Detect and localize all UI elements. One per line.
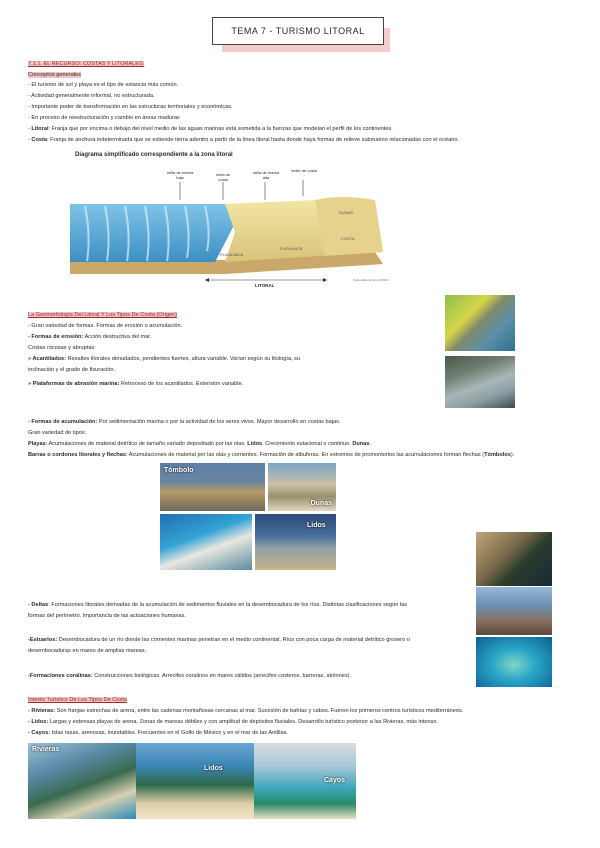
label-litoral: LITORAL bbox=[255, 283, 275, 288]
subheading: Conceptos generales bbox=[28, 72, 81, 78]
dunes-photo bbox=[268, 463, 336, 511]
erosion-line: - Formas de erosión: Acción destructiva del mar. bbox=[28, 334, 152, 340]
label-playa-baja: PLAYA BAJA bbox=[220, 252, 244, 257]
lidos-line: - Lidos: Largas y extensas playas de arena. Zonas de mareas débiles y con amplitud de depósitos fluviales. Desarrollo turístico posterior a las Rivieras, más intenso. bbox=[28, 719, 439, 725]
lido-label: Lidos bbox=[307, 522, 326, 529]
variety-types: Gran variedad de tipos: bbox=[28, 430, 87, 436]
estuaries-line-2: desembocaduras en mares de amplias mareas. bbox=[28, 648, 147, 654]
cliff-photo bbox=[445, 295, 515, 351]
page-title: TEMA 7 - TURISMO LITORAL bbox=[231, 26, 365, 36]
deltas-line-2: formas del perímetro. Importancia de las actuaciones humanas. bbox=[28, 613, 186, 619]
dunes-label: Dunas bbox=[310, 500, 332, 507]
cliffs-line-2: inclinación y el grado de fisuración. bbox=[28, 367, 116, 373]
label-costa-line: línea de costa bbox=[215, 172, 231, 182]
bullet-3: - Importante poder de transformación en las estructuras territoriales y económicas. bbox=[28, 104, 233, 110]
delta-photo bbox=[476, 532, 552, 586]
bullet-2: - Actividad generalmente informal, no estructurada. bbox=[28, 93, 155, 99]
diagram-credit: Todo sobre turismo ©2013 bbox=[353, 278, 389, 282]
tourism-heading: Interés Turístico De Los Tipos De Costa bbox=[28, 697, 127, 703]
litoral-definition: - Litoral: Franja que por encima o debajo del nivel medio de las aguas marinas está sometida a la fuerzas que modelan el perfil de los continentes. bbox=[28, 126, 393, 132]
bullet-1: - El turismo de sol y playa es el tipo de estancia más común. bbox=[28, 82, 179, 88]
tombolo-label: Tómbolo bbox=[164, 467, 194, 474]
costa-definition: - Costa: Franja de anchura indeterminada que se extiende tierra adentro a partir de la línea litoral hasta donde haya formas de relieve submarino relacionadas con el océano. bbox=[28, 137, 459, 143]
rivieras-label: Rivieras bbox=[32, 746, 60, 753]
bars-line: Barras o cordones litorales y flechas: Acumulaciones de material por las olas y corrientes. Formación de albuferas. En extremos de promontorios las acumulaciones forman flechas (Tómbolos). bbox=[28, 452, 515, 458]
lidos-photo bbox=[136, 743, 254, 819]
label-playa-alta: PLAYA ALTA bbox=[280, 246, 303, 251]
coral-line: -Formaciones coralinas: Construcciones biológicas. Arrecifes coralinos en mares cálidos (arrecifes costeros, barreras, atolones). bbox=[28, 673, 352, 679]
section-heading: 7.1.1. EL RECURSO: COSTAS Y LITORALES: bbox=[28, 61, 145, 67]
estuary-photo bbox=[476, 587, 552, 635]
littoral-diagram bbox=[65, 152, 395, 292]
rocky-coast-line: Costas rocosas y abruptas: bbox=[28, 345, 96, 351]
label-costa: COSTA bbox=[341, 236, 355, 241]
deltas-line: - Deltas: Formaciones litorales derivadas de la acumulación de sedimentos fluviales en la desembocadura de los ríos. Distintas clasificaciones según las bbox=[28, 602, 408, 608]
label-limite: límite de costa bbox=[291, 168, 317, 173]
diagram-title: Diagrama simplificado correspondiente a la zona litoral bbox=[75, 152, 233, 158]
title-box bbox=[212, 17, 384, 45]
coral-photo bbox=[476, 637, 552, 687]
cayos-label: Cayos bbox=[324, 777, 346, 784]
label-bajamar: orilla de marea baja bbox=[166, 170, 194, 180]
beaches-line: Playas: Acumulaciones de material detrítico de tamaño variado depositado por las olas. Lidos. Crecimiento estacional o continuo. Dunas. bbox=[28, 441, 372, 447]
geomorphology-heading: La Geomorfología Del Litoral Y Los Tipos De Costa (Origen) bbox=[28, 312, 178, 318]
estuaries-line: -Estuarios: Desembocadura de un río donde las corrientes marinas penetran en el medio continental. Ríos con poca carga de material detrítico grosero o bbox=[28, 637, 410, 643]
platform-photo bbox=[445, 356, 515, 408]
rivieras-photo bbox=[28, 743, 136, 819]
tombolo-photo bbox=[160, 463, 265, 511]
cliffs-line: » Acantilados: Resaltes litorales denudados, pendientes fuertes, altura variable. Varían según su litología, su bbox=[28, 356, 301, 362]
bullet-4: - En proceso de reestructuración y cambio en áreas maduras bbox=[28, 115, 180, 121]
lido-photo bbox=[255, 514, 336, 570]
rivieras-line: - Rivieras: Son franjas estrechas de arena, entre las cadenas montañosas cercanas al mar. Sucesión de bahías y cabos. Fueron los primeros centros turísticos mediterráneos. bbox=[28, 708, 464, 714]
label-pleamar: orilla de marea alta bbox=[252, 170, 280, 180]
variety-line: - Gran variedad de formas. Formas de erosión o acumulación. bbox=[28, 323, 183, 329]
cayos-line: - Cayos: Islas rasas, arenosas, inundables. Frecuentes en el Golfo de México y en el mar de las Antillas. bbox=[28, 730, 288, 736]
cayos-photo bbox=[254, 743, 356, 819]
platforms-line: » Plataformas de abrasión marina: Retroceso de los acantilados. Extensión variable. bbox=[28, 381, 244, 387]
accumulation-line: - Formas de acumulación: Por sedimentación marina o por la actividad de los seres vivos. Mayor desarrollo en costas bajas. bbox=[28, 419, 341, 425]
bar-photo bbox=[160, 514, 252, 570]
label-dunas: DUNAS bbox=[339, 210, 354, 215]
lidos-photo-label: Lidos bbox=[204, 765, 223, 772]
